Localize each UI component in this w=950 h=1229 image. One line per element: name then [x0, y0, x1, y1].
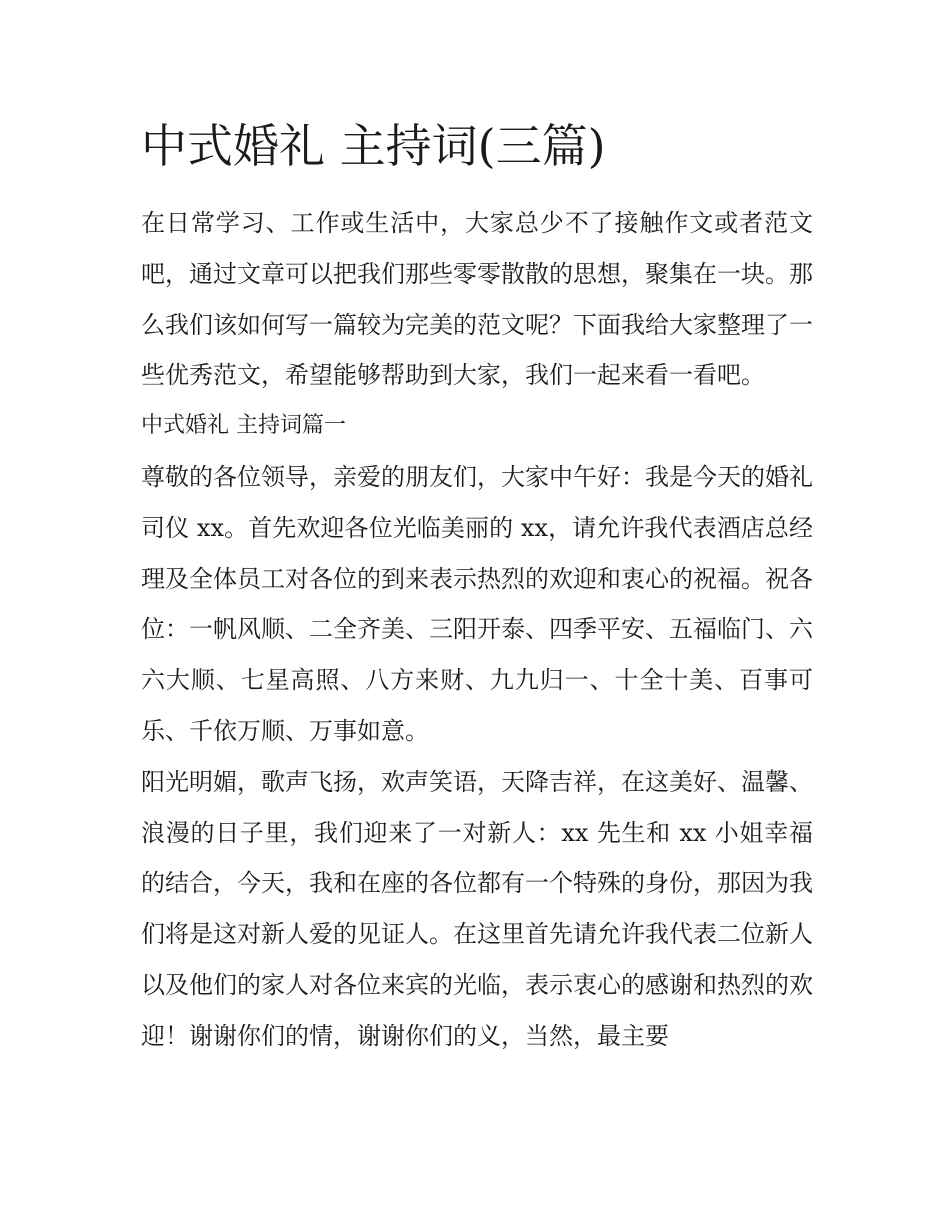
- body-paragraph-1: 尊敬的各位领导，亲爱的朋友们，大家中午好：我是今天的婚礼司仪 xx。首先欢迎各位光临美丽的 xx，请允许我代表酒店总经理及全体员工对各位的到来表示热烈的欢迎和衷心的祝福。祝各位：一帆风顺、二全齐美、三阳开泰、四季平安、五福临门、六六大顺、七星高照、八方来财、九九归一、十全十美、百事可乐、千依万顺、万事如意。: [141, 462, 813, 745]
- intro-paragraph: 在日常学习、工作或生活中，大家总少不了接触作文或者范文吧，通过文章可以把我们那些零零散散的思想，聚集在一块。那么我们该如何写一篇较为完美的范文呢？下面我给大家整理了一些优秀范文，希望能够帮助到大家，我们一起来看一看吧。: [141, 209, 813, 390]
- document-title: 中式婚礼 主持词(三篇): [141, 119, 606, 173]
- body-paragraph-2: 阳光明媚，歌声飞扬，欢声笑语，天降吉祥，在这美好、温馨、浪漫的日子里，我们迎来了一对新人：xx 先生和 xx 小姐幸福的结合，今天，我和在座的各位都有一个特殊的身份，那因为我们将是这对新人爱的见证人。在这里首先请允许我代表二位新人以及他们的家人对各位来宾的光临，表示衷心的感谢和热烈的欢迎！谢谢你们的情，谢谢你们的义，当然，最主要: [141, 767, 813, 1050]
- document-page: [141, 112, 813, 1062]
- section-heading: 中式婚礼 主持词篇一: [141, 413, 346, 439]
